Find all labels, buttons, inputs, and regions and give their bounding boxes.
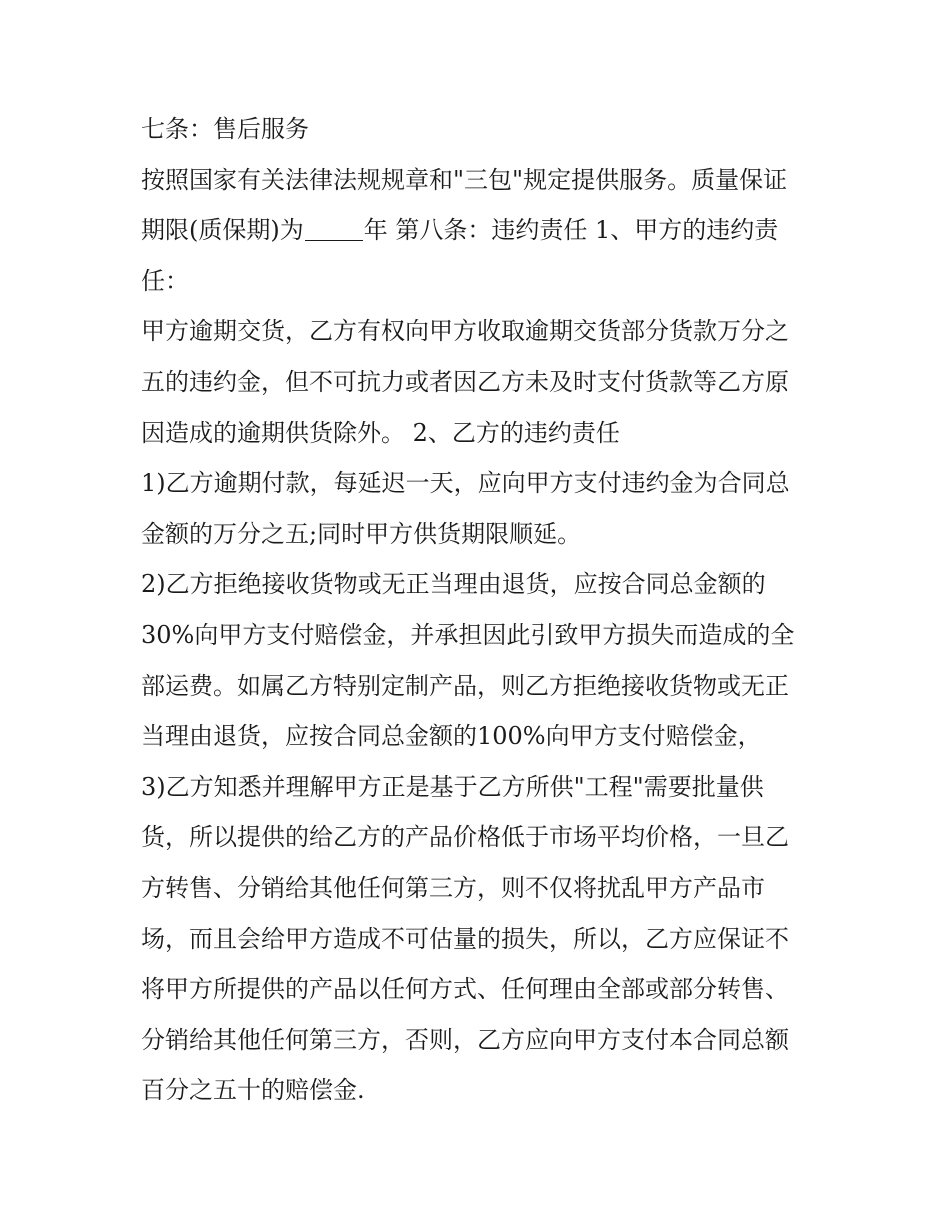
text-segment: 期限(质保期)为 bbox=[141, 216, 304, 245]
text-line: 方转售、分销给其他任何第三方，则不仅将扰乱甲方产品市 bbox=[141, 873, 765, 902]
section-heading: 七条：售后服务 bbox=[141, 115, 309, 143]
text-line: 场，而且会给甲方造成不可估量的损失，所以，乙方应保证不 bbox=[141, 924, 789, 953]
text-line: 30%向甲方支付赔偿金，并承担因此引致甲方损失而造成的全 bbox=[141, 620, 795, 649]
text-line: 任： bbox=[141, 266, 189, 295]
text-line: 因造成的逾期供货除外。 2、乙方的违约责任 bbox=[141, 418, 620, 447]
document-body bbox=[141, 104, 813, 1116]
text-line: 五的违约金，但不可抗力或者因乙方未及时支付货款等乙方原 bbox=[141, 367, 789, 396]
text-line: 当理由退货，应按合同总金额的100%向甲方支付赔偿金， bbox=[141, 722, 762, 751]
text-line: 金额的万分之五;同时甲方供货期限顺延。 bbox=[141, 519, 582, 548]
text-segment: 年 第八条：违约责任 1、甲方的违约责 bbox=[363, 216, 779, 245]
text-line: 1)乙方逾期付款，每延迟一天，应向甲方支付违约金为合同总 bbox=[141, 469, 790, 498]
text-line: 甲方逾期交货，乙方有权向甲方收取逾期交货部分货款万分之 bbox=[141, 317, 789, 346]
text-line bbox=[141, 205, 813, 256]
text-line: 3)乙方知悉并理解甲方正是基于乙方所供"工程"需要批量供 bbox=[141, 772, 764, 801]
text-line: 将甲方所提供的产品以任何方式、任何理由全部或部分转售、 bbox=[141, 975, 789, 1004]
text-line: 分销给其他任何第三方，否则，乙方应向甲方支付本合同总额 bbox=[141, 1025, 789, 1054]
text-line: 百分之五十的赔偿金. bbox=[141, 1076, 365, 1105]
text-line: 货，所以提供的给乙方的产品价格低于市场平均价格，一旦乙 bbox=[141, 823, 789, 852]
text-line: 2)乙方拒绝接收货物或无正当理由退货，应按合同总金额的 bbox=[141, 570, 766, 599]
fill-in-blank bbox=[305, 214, 363, 241]
text-line: 按照国家有关法律法规规章和"三包"规定提供服务。质量保证 bbox=[141, 165, 788, 194]
text-line: 部运费。如属乙方特别定制产品，则乙方拒绝接收货物或无正 bbox=[141, 671, 789, 700]
